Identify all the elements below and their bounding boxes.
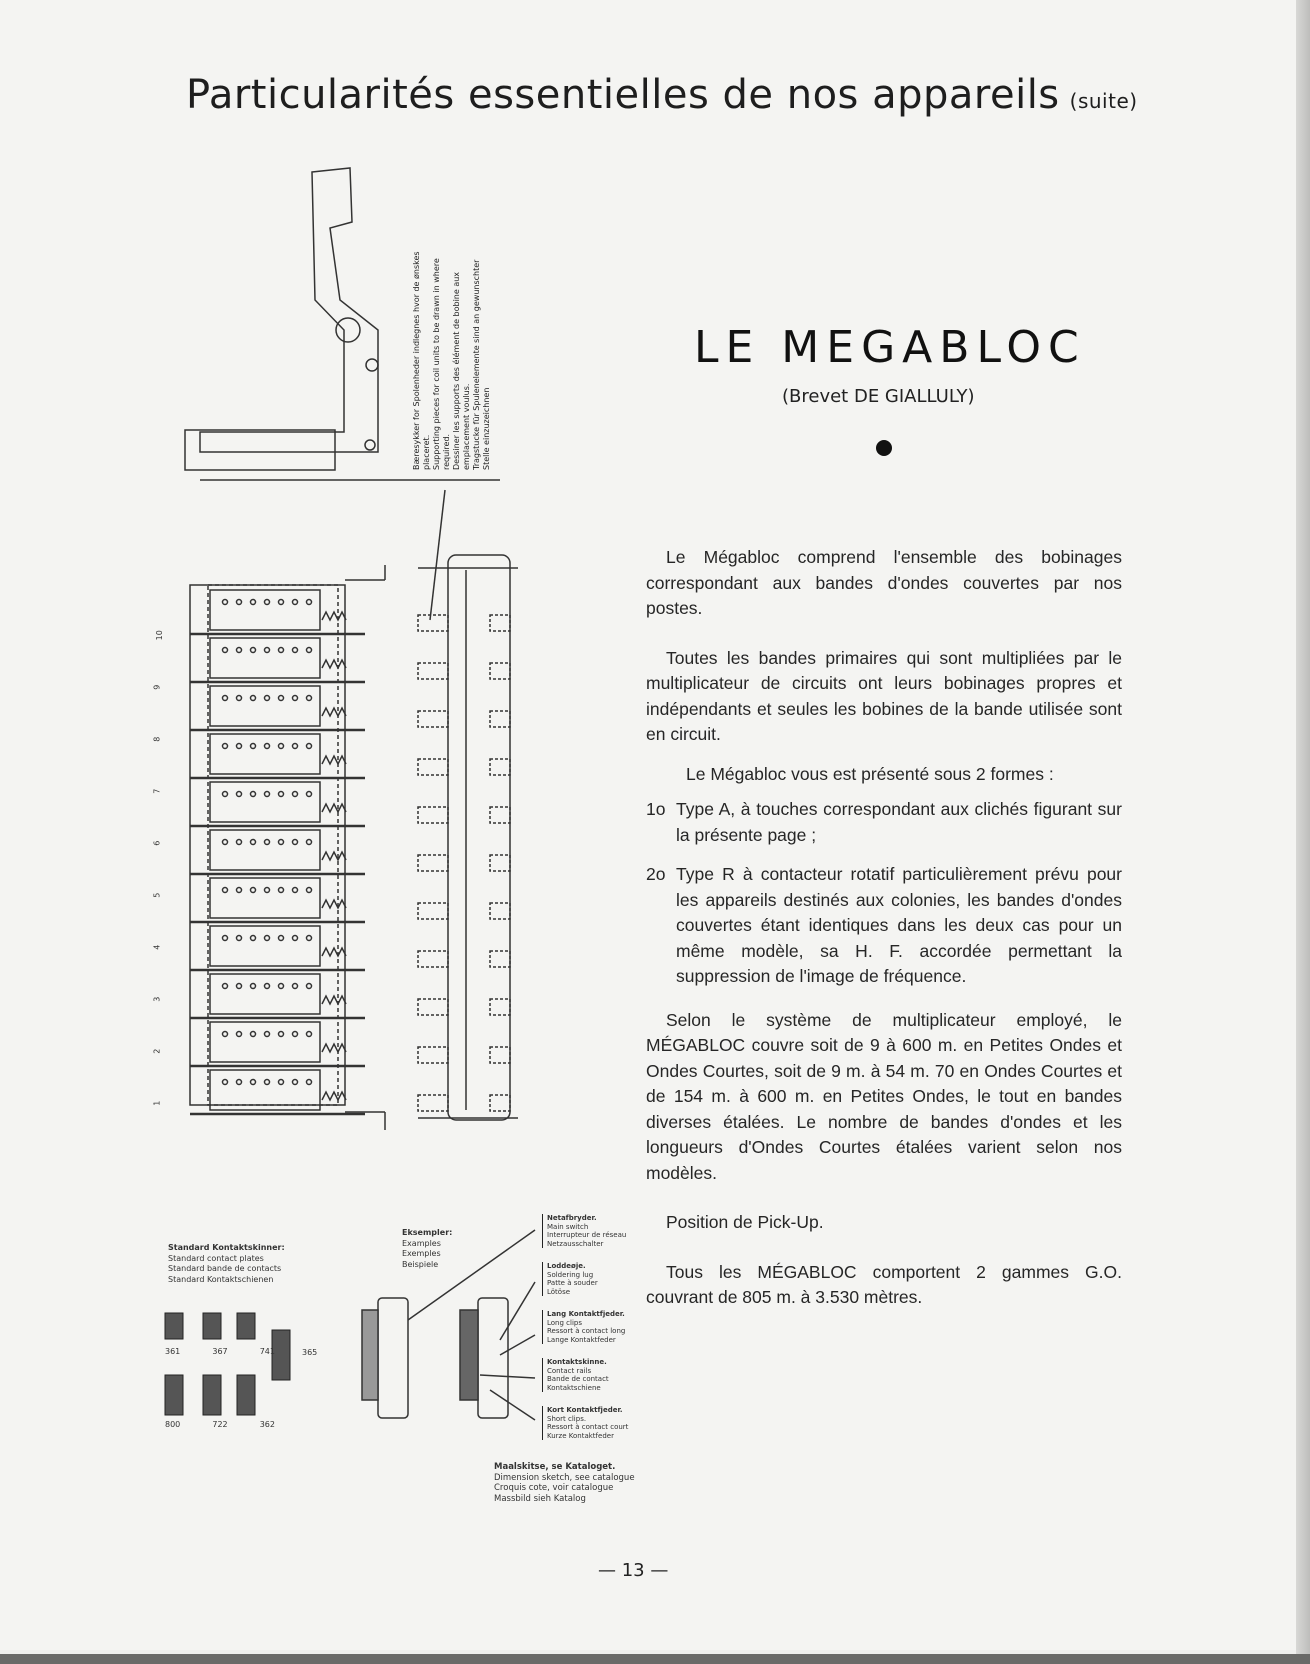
codes-row-2 — [165, 1420, 275, 1431]
contact-dot — [251, 1080, 256, 1085]
standard-line: Standard bande de contacts — [168, 1264, 282, 1273]
caption-line: Bæresykker for Spolenheder indlegnes hvor de ønskes placeret. — [412, 251, 431, 470]
contact-dot — [293, 984, 298, 989]
contact-dot — [307, 744, 312, 749]
contact-dot — [223, 840, 228, 845]
section-subtitle: (Brevet DE GIALLULY) — [782, 386, 975, 407]
coil-tab — [490, 807, 510, 823]
callout-heading: Lang Kontaktfjeder. — [547, 1310, 625, 1318]
standard-line: Standard contact plates — [168, 1253, 264, 1263]
coil-tab — [490, 999, 510, 1015]
coil-tab — [418, 759, 448, 775]
contact-dot — [279, 888, 284, 893]
contact-dot — [265, 792, 270, 797]
coil-band — [210, 638, 320, 678]
coil-tab — [490, 903, 510, 919]
contact-dot — [293, 648, 298, 653]
coil-band — [210, 878, 320, 918]
paragraph: Toutes les bandes primaires qui sont multipliées par le multiplicateur de circuits ont leurs bobinages propres et indépendants et seules les bobines de la bande utilisée sont en circuit. — [646, 647, 1122, 744]
dimension-line: Croquis cote, voir catalogue — [494, 1483, 614, 1493]
contact-profile — [237, 1375, 255, 1415]
scale-number: 3 — [152, 996, 162, 1002]
spring-icon — [322, 612, 346, 620]
coil-tab — [418, 807, 448, 823]
contact-dot — [307, 840, 312, 845]
callout-heading: Netafbryder. — [547, 1214, 597, 1222]
coil-band — [210, 782, 320, 822]
contact-dot — [237, 936, 242, 941]
contact-dot — [279, 792, 284, 797]
callout-line: Main switch — [547, 1222, 589, 1231]
contact-dot — [307, 648, 312, 653]
contact-profile — [237, 1313, 255, 1339]
contact-dot — [279, 600, 284, 605]
megabloc-front-view — [418, 555, 518, 1120]
callout-line: Ressort à contact long — [547, 1327, 626, 1335]
list-item — [646, 862, 1122, 990]
callout-line: Kurze Kontaktfeder — [547, 1431, 614, 1440]
scale-number: 2 — [152, 1048, 162, 1054]
code: 362 — [259, 1420, 275, 1429]
coil-tab — [490, 615, 510, 631]
caption-line: Supporting pieces for coil units to be drawn in where required. — [432, 258, 451, 470]
contact-dot — [293, 1032, 298, 1037]
coil-band — [210, 590, 320, 630]
callout-heading: Kort Kontaktfjeder. — [547, 1406, 623, 1414]
list-text: Type R à contacteur rotatif particulièrement prévu pour les appareils destinés aux colonies, les bandes d'ondes couvertes étant identiques dans les deux cas pour un même modèle, sa H. F. accordée permettant la suppression de l'image de fréquence. — [676, 864, 1122, 986]
coil-band — [210, 974, 320, 1014]
contact-dot — [237, 1080, 242, 1085]
contact-dot — [251, 984, 256, 989]
spring-icon — [322, 708, 346, 716]
contact-dot — [307, 984, 312, 989]
contact-dot — [265, 600, 270, 605]
contact-dot — [237, 984, 242, 989]
contact-dot — [293, 840, 298, 845]
spring-icon — [322, 900, 346, 908]
contact-dot — [223, 600, 228, 605]
contact-dot — [293, 936, 298, 941]
contact-dot — [279, 696, 284, 701]
contact-dot — [251, 936, 256, 941]
scale-number: 7 — [152, 788, 162, 794]
contact-dot — [279, 648, 284, 653]
contact-dot — [251, 648, 256, 653]
codes-row-1 — [165, 1347, 275, 1358]
contact-dot — [307, 888, 312, 893]
contact-profile — [165, 1375, 183, 1415]
contact-dot — [279, 1032, 284, 1037]
coil-tab — [490, 711, 510, 727]
contact-profiles — [165, 1313, 290, 1415]
contact-dot — [265, 984, 270, 989]
callout — [542, 1310, 625, 1344]
coil-tab — [418, 1095, 448, 1111]
contact-dot — [293, 888, 298, 893]
coil-band — [210, 734, 320, 774]
front-tabs — [418, 615, 510, 1111]
contact-dot — [265, 696, 270, 701]
coil-tab — [490, 759, 510, 775]
contact-dot — [279, 984, 284, 989]
contact-dot — [251, 1032, 256, 1037]
callout-heading: Kontaktskinne. — [547, 1358, 607, 1366]
contact-dot — [251, 840, 256, 845]
code: 741 — [259, 1347, 275, 1356]
list-num: 2o — [646, 864, 666, 884]
contact-dot — [265, 1080, 270, 1085]
callout — [542, 1358, 609, 1392]
callout-line: Interrupteur de réseau — [547, 1231, 627, 1239]
megabloc-side-view — [190, 565, 385, 1130]
scale-number: 10 — [154, 630, 164, 641]
contact-dot — [265, 744, 270, 749]
spring-icon — [322, 1092, 346, 1100]
spring-icon — [322, 756, 346, 764]
contact-dot — [293, 792, 298, 797]
contact-dot — [223, 1032, 228, 1037]
contact-dot — [251, 696, 256, 701]
contact-profile — [165, 1313, 183, 1339]
dimension-note — [494, 1462, 635, 1504]
coil-band — [210, 926, 320, 966]
contact-dot — [307, 792, 312, 797]
contact-profile — [203, 1313, 221, 1339]
contact-dot — [237, 1032, 242, 1037]
coil-tab — [490, 1095, 510, 1111]
contact-dot — [237, 888, 242, 893]
paragraph: Tous les MÉGABLOC comportent 2 gammes G.O. couvrant de 805 m. à 3.530 mètres. — [646, 1261, 1122, 1307]
contact-dot — [223, 936, 228, 941]
contact-dot — [223, 888, 228, 893]
examples-line: Beispiele — [402, 1259, 439, 1269]
contact-dot — [307, 936, 312, 941]
contact-dot — [279, 936, 284, 941]
coil-tab — [418, 855, 448, 871]
contact-dot — [279, 1080, 284, 1085]
list-item — [646, 797, 1122, 848]
coil-tab — [418, 1047, 448, 1063]
standard-line: Standard Kontaktschienen — [168, 1274, 274, 1284]
standard-heading: Standard Kontaktskinner: — [168, 1243, 285, 1252]
callout-line: Netzausschalter — [547, 1239, 604, 1248]
contact-dot — [279, 744, 284, 749]
scale-number: 6 — [152, 840, 162, 846]
contact-dot — [265, 936, 270, 941]
scale-number: 5 — [152, 892, 162, 898]
section-title: LE MEGABLOC — [694, 322, 1086, 373]
code: 722 — [212, 1420, 228, 1429]
contact-dot — [251, 792, 256, 797]
examples-heading: Eksempler: — [402, 1228, 453, 1237]
contact-dot — [307, 1032, 312, 1037]
page-number: — 13 — — [598, 1560, 669, 1581]
examples-legend — [402, 1228, 452, 1270]
contact-profile — [203, 1375, 221, 1415]
bullet-dot — [876, 440, 892, 456]
callout-line: Long clips — [547, 1318, 582, 1327]
callout — [542, 1262, 598, 1296]
examples-line: Exemples — [402, 1249, 441, 1258]
contact-dot — [223, 744, 228, 749]
paragraph: Le Mégabloc vous est présenté sous 2 formes : — [686, 763, 1054, 784]
contact-dot — [223, 1080, 228, 1085]
contact-dot — [265, 648, 270, 653]
contact-dot — [223, 696, 228, 701]
spring-icon — [322, 852, 346, 860]
list-text: Type A, à touches correspondant aux clichés figurant sur la présente page ; — [676, 799, 1122, 845]
callout-line: Lange Kontaktfeder — [547, 1335, 616, 1344]
coil-tab — [418, 999, 448, 1015]
dimension-line: Massbild sieh Katalog — [494, 1493, 586, 1504]
contact-dot — [307, 600, 312, 605]
caption-line: Tragstucke für Spulenelemente sind an gewunschter Stelle einzuzeichnen — [472, 259, 491, 470]
coil-band — [210, 830, 320, 870]
spring-icon — [322, 1044, 346, 1052]
spring-icon — [322, 804, 346, 812]
contact-dot — [265, 888, 270, 893]
contact-dot — [279, 840, 284, 845]
callout-line: Soldering lug — [547, 1270, 594, 1279]
coil-tab — [418, 903, 448, 919]
paragraph: Le Mégabloc comprend l'ensemble des bobinages correspondant aux bandes d'ondes couvertes par nos postes. — [646, 547, 1122, 618]
coil-tab — [418, 663, 448, 679]
contact-dot — [265, 1032, 270, 1037]
callout-line: Contact rails — [547, 1366, 592, 1375]
coil-tab — [490, 1047, 510, 1063]
paragraph: Selon le système de multiplicateur employé, le MÉGABLOC couvre soit de 9 à 600 m. en Petites Ondes et Ondes Courtes, soit de 9 m. à 54 m. 70 en Ondes Courtes et de 154 m. à 600 m. en Petites Ondes, le tout en bandes diverses étalées. Le nombre de bandes d'ondes et les longueurs d'Ondes Courtes étalées varient selon nos modèles. — [646, 1009, 1122, 1183]
spring-icon — [322, 660, 346, 668]
caption-line: Dessiner les supports des élément de bobine aux emplacement voulus. — [452, 271, 471, 470]
standard-legend — [168, 1243, 285, 1285]
callout — [542, 1214, 626, 1248]
callout-line: Ressort à contact court — [547, 1423, 629, 1431]
coil-tab — [418, 615, 448, 631]
coil-band — [210, 1022, 320, 1062]
contact-dot — [237, 600, 242, 605]
callout — [542, 1406, 628, 1440]
coil-tab — [490, 855, 510, 871]
scale-number: 8 — [152, 736, 162, 742]
callout-heading: Loddeøje. — [547, 1262, 586, 1270]
contact-dot — [223, 984, 228, 989]
title-text: Particularités essentielles de nos appareils — [186, 72, 1060, 118]
contact-dot — [265, 840, 270, 845]
contact-dot — [293, 696, 298, 701]
dimension-heading: Maalskitse, se Kataloget. — [494, 1462, 616, 1472]
coil-tab — [418, 951, 448, 967]
contact-dot — [223, 648, 228, 653]
coil-tab — [418, 711, 448, 727]
scale-number: 1 — [152, 1100, 162, 1106]
callout-line: Short clips. — [547, 1414, 587, 1423]
contact-dot — [293, 744, 298, 749]
scale-number: 9 — [152, 684, 162, 690]
contact-dot — [223, 792, 228, 797]
paragraph: Position de Pick-Up. — [666, 1212, 824, 1232]
contact-dot — [293, 600, 298, 605]
coil-tab — [490, 951, 510, 967]
contact-dot — [307, 696, 312, 701]
examples-line: Examples — [402, 1238, 441, 1248]
spring-icon — [322, 996, 346, 1004]
callout-line: Bande de contact — [547, 1375, 609, 1383]
contact-dot — [251, 888, 256, 893]
drawing-caption-vertical — [412, 240, 492, 470]
contact-dot — [251, 600, 256, 605]
callout-line: Kontaktschiene — [547, 1383, 601, 1392]
code: 800 — [165, 1420, 181, 1429]
contact-dot — [237, 744, 242, 749]
callout-line: Patte à souder — [547, 1279, 598, 1287]
scale-number: 4 — [152, 944, 162, 950]
code-side: 365 — [302, 1348, 318, 1357]
list-num: 1o — [646, 799, 666, 819]
code: 367 — [212, 1347, 228, 1356]
coil-tab — [490, 663, 510, 679]
spring-icon — [322, 948, 346, 956]
callout-line: Lötöse — [547, 1287, 571, 1296]
contact-dot — [307, 1080, 312, 1085]
contact-dot — [237, 696, 242, 701]
contact-dot — [251, 744, 256, 749]
dimension-line: Dimension sketch, see catalogue — [494, 1472, 635, 1483]
contact-dot — [293, 1080, 298, 1085]
title-suffix: (suite) — [1069, 89, 1138, 113]
contact-dot — [237, 792, 242, 797]
coil-band — [210, 686, 320, 726]
contact-dot — [237, 648, 242, 653]
code: 361 — [165, 1347, 181, 1356]
contact-dot — [237, 840, 242, 845]
coil-band — [210, 1070, 320, 1110]
body-text — [646, 545, 1122, 1311]
